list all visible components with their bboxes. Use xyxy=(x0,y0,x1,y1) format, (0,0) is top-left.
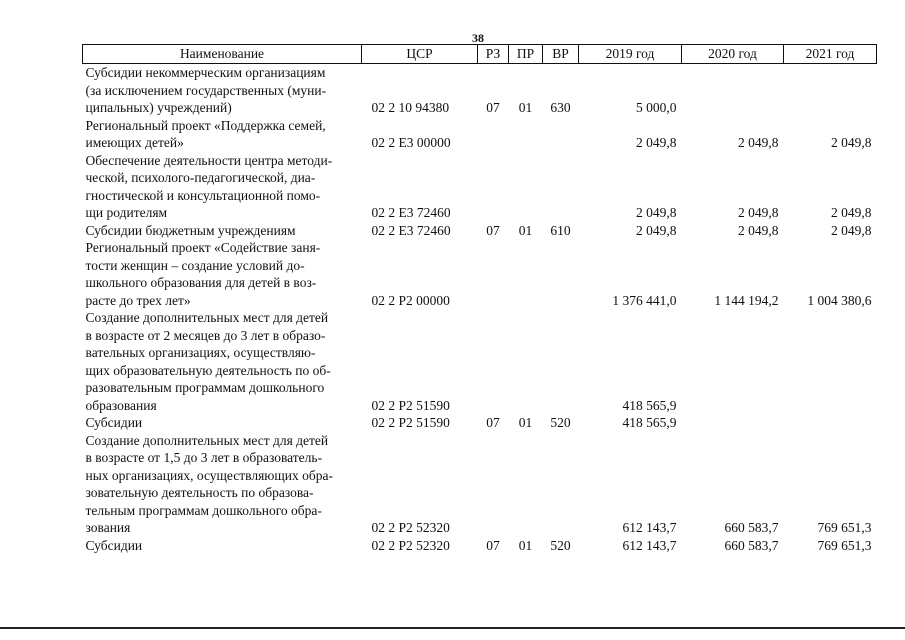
name-line: вательных организациях, осуществляю- xyxy=(85,345,316,360)
cell-2019: 612 143,7 xyxy=(622,520,677,535)
cell-pr: 01 xyxy=(518,222,533,238)
table-row xyxy=(83,309,877,414)
cell-pr xyxy=(509,117,543,152)
cell-name xyxy=(83,152,362,222)
cell-2021 xyxy=(784,64,877,117)
name-line: тельным программам дошкольного обра- xyxy=(85,502,322,518)
name-line: Субсидии некоммерческим организациям xyxy=(85,65,326,80)
cell-2019: 2 049,8 xyxy=(636,205,677,220)
table-row xyxy=(83,222,877,240)
cell-name xyxy=(83,64,362,117)
cell-csr: 02 2 P2 52320 xyxy=(371,537,450,553)
name-line: Региональный проект «Поддержка семей, xyxy=(85,117,326,133)
name-line: Обеспечение деятельности центра методи- xyxy=(85,152,333,168)
cell-pr: 01 xyxy=(518,100,533,115)
cell-vr: 520 xyxy=(550,537,571,553)
name-line: ных организациях, осуществляющих обра- xyxy=(85,467,333,483)
cell-2019: 418 565,9 xyxy=(622,415,677,430)
name-line: Создание дополнительных мест для детей xyxy=(85,310,329,325)
cell-2021: 2 049,8 xyxy=(831,205,872,220)
name-line: (за исключением государственных (муни- xyxy=(85,82,327,98)
name-line: ципальных) учреждений) xyxy=(85,100,232,115)
cell-rz: 07 xyxy=(486,222,500,238)
cell-pr xyxy=(509,152,543,222)
name-line: в возрасте от 2 месяцев до 3 лет в образо- xyxy=(85,327,326,343)
cell-name xyxy=(83,117,362,152)
cell-rz xyxy=(478,309,509,414)
header-rz: РЗ xyxy=(478,45,509,64)
cell-vr: 520 xyxy=(550,415,571,430)
name-line: образования xyxy=(85,397,157,413)
cell-csr: 02 2 P2 51590 xyxy=(371,397,450,413)
cell-rz xyxy=(478,117,509,152)
table-row xyxy=(83,432,877,537)
cell-vr: 630 xyxy=(550,100,571,115)
cell-2021 xyxy=(784,309,877,414)
table-row xyxy=(83,537,877,555)
cell-2019: 2 049,8 xyxy=(636,135,677,150)
cell-2021: 769 651,3 xyxy=(817,520,872,535)
cell-csr: 02 2 P2 00000 xyxy=(371,292,450,308)
cell-pr: 01 xyxy=(518,537,533,553)
cell-csr: 02 2 10 94380 xyxy=(371,100,450,115)
cell-2019: 418 565,9 xyxy=(622,397,677,413)
cell-vr xyxy=(543,239,579,309)
table-row xyxy=(83,64,877,117)
header-name: Наименование xyxy=(83,45,362,64)
cell-vr xyxy=(543,309,579,414)
name-line: Создание дополнительных мест для детей xyxy=(85,432,329,448)
cell-vr xyxy=(543,432,579,537)
cell-name xyxy=(83,537,362,555)
name-line: зовательную деятельность по образова- xyxy=(85,485,314,500)
name-line: школьного образования для детей в воз- xyxy=(85,275,317,290)
cell-name xyxy=(83,239,362,309)
cell-pr xyxy=(509,432,543,537)
cell-rz xyxy=(478,152,509,222)
cell-2019: 2 049,8 xyxy=(636,222,677,238)
name-line: имеющих детей» xyxy=(85,135,184,150)
name-line: в возрасте от 1,5 до 3 лет в образователь- xyxy=(85,450,323,465)
cell-2021: 769 651,3 xyxy=(817,537,872,553)
cell-rz xyxy=(478,432,509,537)
cell-2020: 2 049,8 xyxy=(738,222,779,238)
page-number: 38 xyxy=(472,31,484,45)
name-line: Региональный проект «Содействие заня- xyxy=(85,240,321,255)
budget-table xyxy=(82,44,877,554)
cell-2020: 660 583,7 xyxy=(724,520,779,535)
cell-csr: 02 2 E3 72460 xyxy=(371,222,451,238)
cell-2021: 1 004 380,6 xyxy=(807,292,872,308)
header-csr: ЦСР xyxy=(362,45,478,64)
cell-csr: 02 2 E3 00000 xyxy=(371,135,451,150)
name-line: гностической и консультационной помо- xyxy=(85,187,321,203)
cell-2020 xyxy=(682,414,784,432)
table-header-row xyxy=(83,45,877,64)
header-2019: 2019 год xyxy=(579,45,682,64)
table-row xyxy=(83,414,877,432)
cell-2020: 1 144 194,2 xyxy=(714,292,779,308)
cell-2021: 2 049,8 xyxy=(831,222,872,238)
cell-vr xyxy=(543,152,579,222)
header-2020: 2020 год xyxy=(682,45,784,64)
name-line: зования xyxy=(85,520,131,535)
name-line: ческой, психолого-педагогической, диа- xyxy=(85,170,316,185)
name-line: расте до трех лет» xyxy=(85,292,191,308)
cell-2020 xyxy=(682,309,784,414)
cell-rz: 07 xyxy=(486,537,500,553)
cell-name xyxy=(83,309,362,414)
cell-2020: 660 583,7 xyxy=(724,537,779,553)
name-line: Субсидии бюджетным учреждениям xyxy=(85,222,296,238)
header-2021: 2021 год xyxy=(784,45,877,64)
cell-csr: 02 2 P2 52320 xyxy=(371,520,450,535)
name-line: тости женщин – создание условий до- xyxy=(85,257,305,273)
table-body xyxy=(83,64,877,555)
table-row xyxy=(83,117,877,152)
cell-2020: 2 049,8 xyxy=(738,205,779,220)
cell-name xyxy=(83,222,362,240)
cell-2020: 2 049,8 xyxy=(738,135,779,150)
cell-2021 xyxy=(784,414,877,432)
cell-name xyxy=(83,414,362,432)
table-row xyxy=(83,152,877,222)
cell-2021: 2 049,8 xyxy=(831,135,872,150)
cell-2019: 1 376 441,0 xyxy=(612,292,677,308)
page-bottom-border xyxy=(0,627,905,629)
table-row xyxy=(83,239,877,309)
cell-pr xyxy=(509,309,543,414)
cell-vr xyxy=(543,117,579,152)
cell-pr xyxy=(509,239,543,309)
cell-2019: 612 143,7 xyxy=(622,537,677,553)
cell-name xyxy=(83,432,362,537)
name-line: разовательным программам дошкольного xyxy=(85,380,325,395)
name-line: щи родителям xyxy=(85,205,168,220)
cell-2020 xyxy=(682,64,784,117)
name-line: щих образовательную деятельность по об- xyxy=(85,362,331,378)
cell-rz: 07 xyxy=(486,415,500,430)
header-pr: ПР xyxy=(509,45,543,64)
cell-vr: 610 xyxy=(550,222,571,238)
cell-rz: 07 xyxy=(486,100,500,115)
cell-csr: 02 2 P2 51590 xyxy=(371,415,450,430)
name-line: Субсидии xyxy=(85,537,143,553)
header-vr: ВР xyxy=(543,45,579,64)
cell-rz xyxy=(478,239,509,309)
cell-2019: 5 000,0 xyxy=(636,100,677,115)
cell-pr: 01 xyxy=(518,415,533,430)
cell-csr: 02 2 E3 72460 xyxy=(371,205,451,220)
name-line: Субсидии xyxy=(85,415,143,430)
